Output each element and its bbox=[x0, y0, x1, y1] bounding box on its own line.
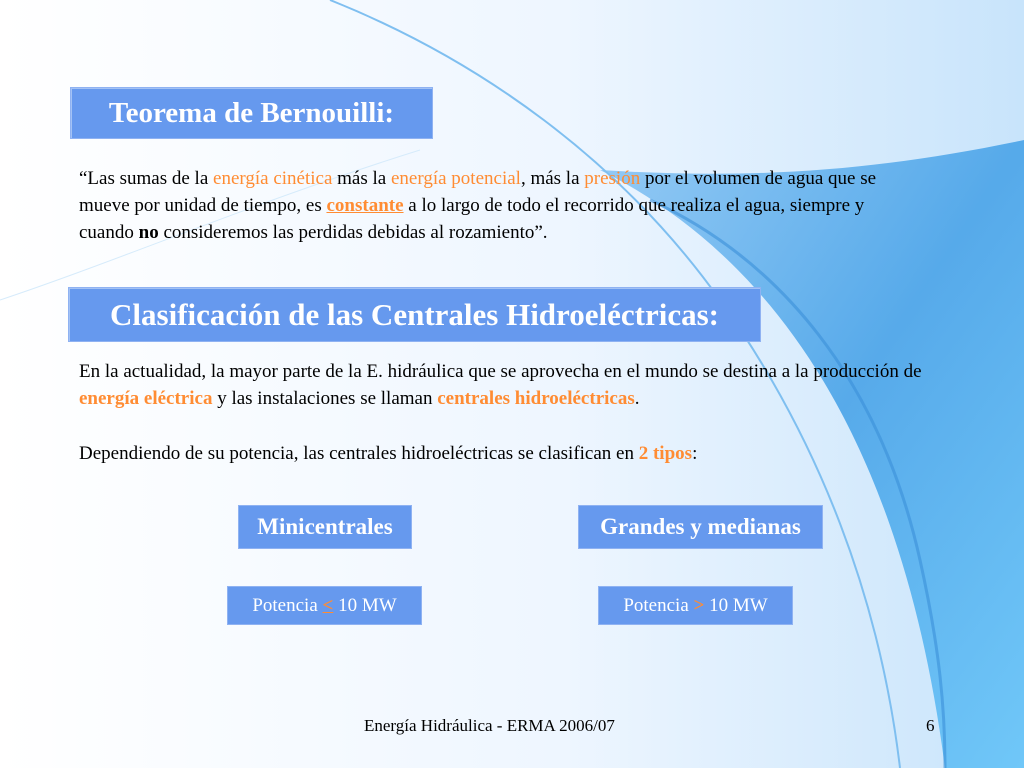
power-value: 10 MW bbox=[333, 595, 397, 616]
power-grandes-box bbox=[598, 586, 793, 625]
quote-text: , más la bbox=[520, 168, 585, 189]
paragraph-text: : bbox=[692, 443, 698, 464]
less-equal-symbol: < bbox=[322, 595, 334, 616]
power-label: Potencia bbox=[252, 595, 323, 616]
actualidad-paragraph bbox=[79, 358, 939, 412]
paragraph-text: En la actualidad, la mayor parte de la E. hidráulica que se aprovecha en el mundo se destina a la producción de bbox=[79, 361, 922, 382]
power-value: 10 MW bbox=[704, 595, 768, 616]
page-number: 6 bbox=[926, 716, 935, 735]
highlight-kinetic: energía cinética bbox=[213, 168, 333, 189]
highlight-constant: constante bbox=[326, 195, 404, 216]
emphasis-no: no bbox=[138, 222, 159, 243]
paragraph-text: Dependiendo de su potencia, las centrales hidroeléctricas se clasifican en bbox=[79, 443, 639, 464]
type-minicentrales-box: Minicentrales bbox=[238, 505, 412, 549]
slide-footer: Energía Hidráulica - ERMA 2006/07 bbox=[364, 716, 615, 735]
bernoulli-quote bbox=[79, 165, 919, 246]
bernoulli-title: Teorema de Bernouilli: bbox=[70, 87, 433, 139]
power-minicentrales-box bbox=[227, 586, 422, 625]
type-grandes-medianas-box: Grandes y medianas bbox=[578, 505, 823, 549]
quote-text: por el volumen de agua que se mueve por unidad de tiempo, es bbox=[79, 168, 877, 216]
highlight-electric-energy: energía eléctrica bbox=[79, 388, 213, 409]
greater-symbol: > bbox=[693, 595, 705, 616]
highlight-pressure: presión bbox=[584, 168, 641, 189]
highlight-hydro-plants: centrales hidroeléctricas bbox=[437, 388, 635, 409]
quote-text: a lo largo de todo el recorrido que realiza el agua, siempre y cuando bbox=[79, 195, 865, 243]
highlight-two-types: 2 tipos bbox=[638, 443, 693, 464]
potencia-paragraph bbox=[79, 440, 939, 467]
power-label: Potencia bbox=[623, 595, 694, 616]
quote-text: más la bbox=[332, 168, 391, 189]
clasificacion-title: Clasificación de las Centrales Hidroeléctricas: bbox=[68, 287, 761, 342]
quote-text: consideremos las perdidas debidas al rozamiento”. bbox=[158, 222, 548, 243]
quote-text: “Las sumas de la bbox=[79, 168, 214, 189]
paragraph-text: . bbox=[634, 388, 640, 409]
paragraph-text: y las instalaciones se llaman bbox=[212, 388, 438, 409]
highlight-potential: energía potencial bbox=[390, 168, 521, 189]
